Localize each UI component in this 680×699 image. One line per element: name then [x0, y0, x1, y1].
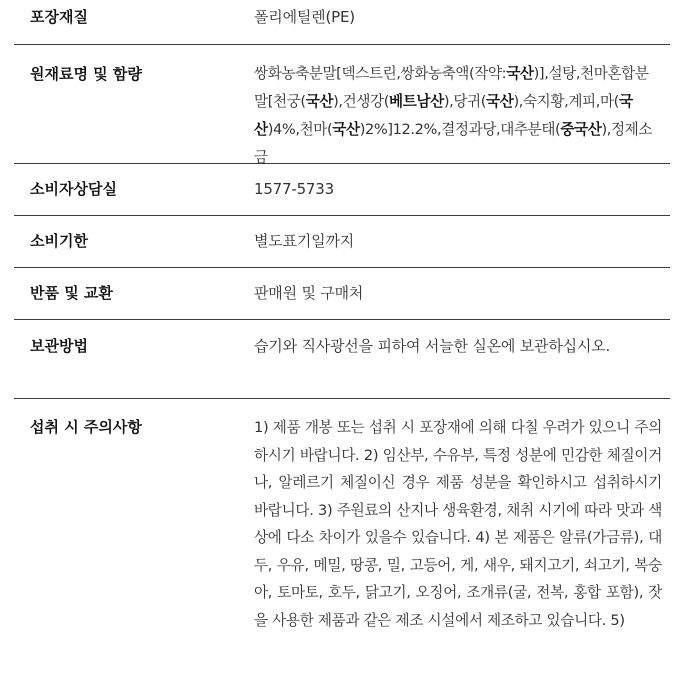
row-value: [254, 45, 670, 166]
info-row-expiry: [14, 216, 670, 268]
row-value: 1) 제품 개봉 또는 섭취 시 포장재에 의해 다칠 우려가 있으니 주의하시기 바랍니다. 2) 임산부, 수유부, 특정 성분에 민감한 체질이거나, 알레르기 체질이신 경우 제품 성분을 확인하시고 섭취하시기 바랍니다. 3) 주원료의 산지나 생육환경, 채취 시기에 따라 맛과 색상에 다소 차이가 있을수 있습니다. 4) 본 제품은 알류(가금류), 대두, 우유, 메밀, 땅콩, 밀, 고등어, 게, 새우, 돼지고기, 쇠고기, 복숭아, 토마토, 호두, 닭고기, 오징어, 조개류(굴, 전복, 홍합 포함), 잣을 사용한 제품과 같은 제조 시설에서 제조하고 있습니다. 5): [254, 419, 662, 629]
ingredient-text: ),숙지황,계피,마(: [513, 93, 619, 110]
row-label: 반품 및 교환: [30, 284, 113, 302]
info-row-precautions: [14, 399, 670, 699]
ingredient-text: )4%,천마(: [267, 121, 333, 138]
info-row-customer-center: [14, 164, 670, 216]
origin-highlight: 중국산: [560, 121, 602, 138]
ingredient-text: ),정제소금: [254, 121, 653, 166]
origin-highlight: 국산: [486, 93, 514, 110]
origin-highlight: 베트남산: [389, 93, 444, 110]
ingredient-text: ),건생강(: [333, 93, 390, 110]
origin-highlight: 국산: [254, 93, 633, 138]
row-value: 습기와 직사광선을 피하여 서늘한 실온에 보관하십시오.: [254, 337, 611, 355]
info-row-return-exchange: [14, 268, 670, 320]
row-label: 포장재질: [30, 8, 88, 26]
origin-highlight: 국산: [332, 121, 360, 138]
row-value: 1577-5733: [254, 180, 334, 198]
info-row-storage: [14, 320, 670, 399]
info-row-packaging: [14, 0, 670, 45]
row-label: 보관방법: [30, 337, 88, 355]
row-label: 섭취 시 주의사항: [30, 418, 142, 436]
ingredient-text: 쌍화농축분말[덱스트린,쌍화농축액(작약:: [254, 65, 507, 82]
row-value: 폴리에틸렌(PE): [254, 8, 355, 26]
ingredient-text: )2%]12.2%,결정과당,대추분태(: [359, 121, 561, 138]
ingredient-text: ),당귀(: [443, 93, 487, 110]
row-label: 원재료명 및 함량: [30, 65, 142, 83]
info-row-ingredients: [14, 45, 670, 164]
row-value: 판매원 및 구매처: [254, 284, 364, 302]
row-value: 별도표기일까지: [254, 232, 355, 250]
row-label: 소비기한: [30, 232, 88, 250]
product-info-table: [14, 0, 670, 699]
origin-highlight: 국산: [305, 93, 334, 110]
row-label: 소비자상담실: [30, 180, 117, 198]
origin-highlight: 국산: [506, 65, 534, 82]
ingredient-text: )],설탕,천마혼합분말[천궁(: [254, 65, 649, 110]
